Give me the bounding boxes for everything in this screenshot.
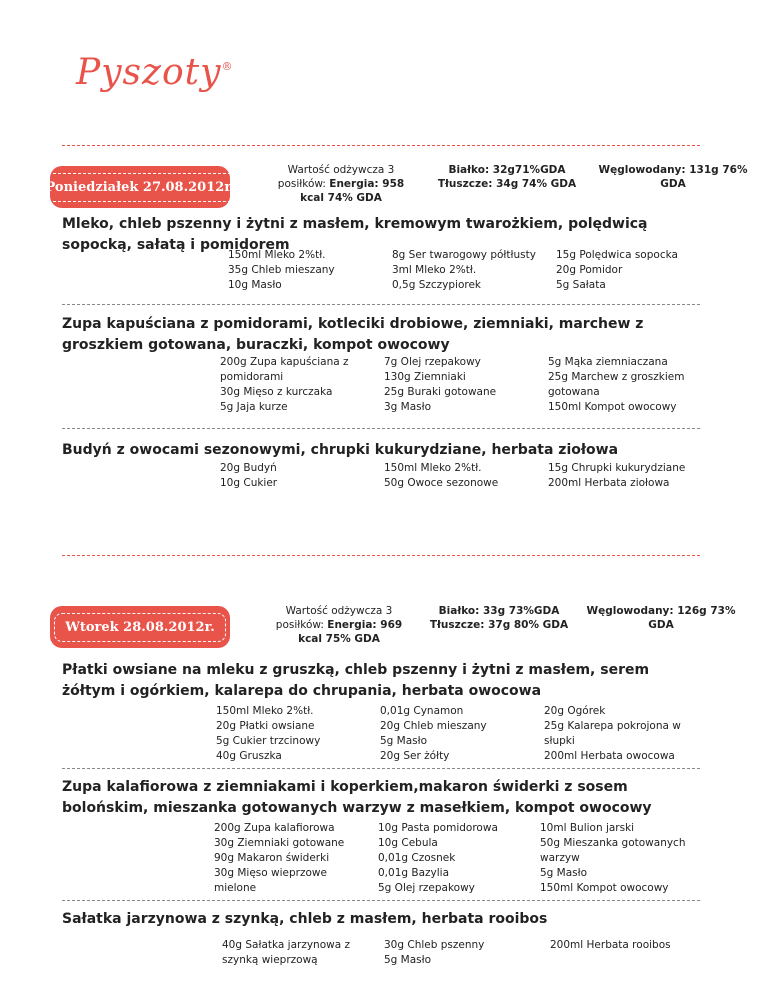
ingredient: 10g Masło bbox=[228, 279, 282, 291]
ingredient: 150ml Mleko 2%tł. bbox=[228, 249, 326, 261]
day-badge-label: Wtorek 28.08.2012r. bbox=[54, 613, 226, 642]
ingredient: 20g Pomidor bbox=[556, 264, 623, 276]
carbs-value: Węglowodany: 126g 73% GDA bbox=[586, 605, 736, 631]
ingredient: 30g Ziemniaki gotowane bbox=[214, 837, 345, 849]
ingredient: 15g Polędwica sopocka bbox=[556, 249, 678, 261]
registered-mark: ® bbox=[221, 60, 234, 73]
ingredients-col-2 bbox=[380, 704, 530, 764]
energy-value: Energia: 969 kcal 75% GDA bbox=[298, 619, 403, 645]
ingredient: 150ml Kompot owocowy bbox=[540, 882, 669, 894]
separator bbox=[62, 304, 700, 305]
ingredient: 20g Płatki owsiane bbox=[216, 720, 315, 732]
ingredients-col-3 bbox=[544, 704, 694, 764]
ingredient: 20g Chleb mieszany bbox=[380, 720, 487, 732]
ingredient: 5g Masło bbox=[540, 867, 588, 879]
ingredient: 10ml Bulion jarski bbox=[540, 822, 635, 834]
ingredient: 20g Ser żółty bbox=[380, 750, 450, 762]
nutrition-intro: Wartość odżywcza 3 posiłków: bbox=[277, 164, 395, 190]
nutrition-intro: Wartość odżywcza 3 posiłków: bbox=[275, 605, 393, 631]
separator bbox=[62, 428, 700, 429]
ingredient: 0,01g Czosnek bbox=[378, 852, 456, 864]
ingredient: 35g Chleb mieszany bbox=[228, 264, 335, 276]
fat-value: Tłuszcze: 37g 80% GDA bbox=[429, 619, 569, 631]
ingredient: 20g Ogórek bbox=[544, 705, 606, 717]
meal-title: Zupa kalafiorowa z ziemniakami i koperkiem,makaron świderki z sosem bolońskim, mieszanka gotowanych warzyw z masełkiem, kompot owocowy bbox=[62, 779, 652, 816]
ingredient: 0,5g Szczypiorek bbox=[392, 279, 482, 291]
separator bbox=[62, 900, 700, 901]
ingredient: 90g Makaron świderki bbox=[214, 852, 330, 864]
ingredient: 3ml Mleko 2%tł. bbox=[392, 264, 477, 276]
ingredient: 0,01g Bazylia bbox=[378, 867, 450, 879]
ingredients-col-3 bbox=[548, 355, 698, 415]
ingredient: 5g Olej rzepakowy bbox=[378, 882, 475, 894]
meal-title: Budyń z owocami sezonowymi, chrupki kukurydziane, herbata ziołowa bbox=[62, 442, 619, 458]
ingredient: 50g Mieszanka gotowanych warzyw bbox=[540, 837, 686, 864]
ingredient: 200ml Herbata rooibos bbox=[550, 939, 671, 951]
ingredients-col-2 bbox=[384, 461, 534, 491]
nutrition-summary bbox=[264, 604, 414, 646]
ingredient: 5g Jaja kurze bbox=[220, 401, 288, 413]
carbs-value: Węglowodany: 131g 76% GDA bbox=[598, 164, 748, 190]
ingredient: 150ml Mleko 2%tł. bbox=[216, 705, 314, 717]
ingredient: 150ml Kompot owocowy bbox=[548, 401, 677, 413]
ingredients-col-1 bbox=[220, 461, 370, 491]
ingredient: 40g Gruszka bbox=[216, 750, 282, 762]
ingredient: 30g Mięso z kurczaka bbox=[220, 386, 333, 398]
day-badge bbox=[45, 166, 235, 208]
separator bbox=[62, 555, 700, 556]
day-badge bbox=[50, 606, 230, 648]
ingredient: 150ml Mleko 2%tł. bbox=[384, 462, 482, 474]
ingredient: 5g Masło bbox=[380, 735, 428, 747]
ingredient: 15g Chrupki kukurydziane bbox=[548, 462, 686, 474]
meal-title: Zupa kapuściana z pomidorami, kotleciki drobiowe, ziemniaki, marchew z groszkiem gotowana, buraczki, kompot owocowy bbox=[62, 316, 644, 353]
ingredient: 200g Zupa kapuściana z pomidorami bbox=[220, 356, 349, 383]
ingredient: 40g Sałatka jarzynowa z szynką wieprzową bbox=[222, 939, 351, 966]
meal-title: Sałatka jarzynowa z szynką, chleb z masłem, herbata rooibos bbox=[62, 911, 548, 927]
ingredient: 50g Owoce sezonowe bbox=[384, 477, 499, 489]
ingredient: 3g Masło bbox=[384, 401, 432, 413]
ingredients-col-3 bbox=[556, 248, 706, 293]
ingredient: 130g Ziemniaki bbox=[384, 371, 466, 383]
ingredients-col-2 bbox=[378, 821, 528, 896]
logo bbox=[76, 52, 233, 93]
ingredient: 7g Olej rzepakowy bbox=[384, 356, 481, 368]
meal-title: Mleko, chleb pszenny i żytni z masłem, kremowym twarożkiem, polędwicą sopocką, sałatą i pomidorem bbox=[62, 216, 648, 253]
ingredient: 30g Mięso wieprzowe mielone bbox=[214, 867, 327, 894]
ingredient: 25g Kalarepa pokrojona w słupki bbox=[544, 720, 681, 747]
ingredients-col-1 bbox=[220, 355, 360, 415]
ingredient: 200g Zupa kalafiorowa bbox=[214, 822, 335, 834]
ingredients-col-2 bbox=[384, 938, 534, 968]
logo-text: Pyszoty bbox=[76, 52, 222, 93]
day-badge-label: Poniedziałek 27.08.2012r. bbox=[35, 173, 246, 202]
ingredient: 5g Cukier trzcinowy bbox=[216, 735, 321, 747]
ingredients-col-3 bbox=[548, 461, 698, 491]
protein-value: Białko: 33g 73%GDA bbox=[438, 605, 560, 617]
ingredient: 5g Mąka ziemniaczana bbox=[548, 356, 668, 368]
ingredients-col-1 bbox=[222, 938, 372, 968]
ingredients-col-2 bbox=[392, 248, 542, 293]
energy-value: Energia: 958 kcal 74% GDA bbox=[300, 178, 405, 204]
ingredients-col-1 bbox=[216, 704, 366, 764]
ingredient: 10g Pasta pomidorowa bbox=[378, 822, 498, 834]
ingredient: 25g Buraki gotowane bbox=[384, 386, 497, 398]
protein-fat bbox=[432, 163, 582, 191]
ingredient: 10g Cukier bbox=[220, 477, 278, 489]
fat-value: Tłuszcze: 34g 74% GDA bbox=[437, 178, 577, 190]
ingredient: 200ml Herbata owocowa bbox=[544, 750, 675, 762]
ingredients-col-2 bbox=[384, 355, 534, 415]
ingredients-col-3 bbox=[540, 821, 690, 896]
separator bbox=[62, 145, 700, 146]
separator bbox=[62, 768, 700, 769]
ingredient: 30g Chleb pszenny bbox=[384, 939, 485, 951]
ingredient: 5g Sałata bbox=[556, 279, 606, 291]
meal-title: Płatki owsiane na mleku z gruszką, chleb pszenny i żytni z masłem, serem żółtym i ogórkiem, kalarepa do chrupania, herbata owocowa bbox=[62, 662, 650, 699]
protein-fat bbox=[424, 604, 574, 632]
ingredient: 8g Ser twarogowy półtłusty bbox=[392, 249, 536, 261]
ingredient: 0,01g Cynamon bbox=[380, 705, 464, 717]
ingredient: 10g Cebula bbox=[378, 837, 438, 849]
ingredient: 20g Budyń bbox=[220, 462, 277, 474]
protein-value: Białko: 32g71%GDA bbox=[448, 164, 566, 176]
nutrition-summary bbox=[266, 163, 416, 205]
ingredient: 200ml Herbata ziołowa bbox=[548, 477, 670, 489]
ingredients-col-1 bbox=[228, 248, 378, 293]
ingredient: 5g Masło bbox=[384, 954, 432, 966]
ingredient: 25g Marchew z groszkiem gotowana bbox=[548, 371, 685, 398]
ingredients-col-3 bbox=[550, 938, 700, 953]
ingredients-col-1 bbox=[214, 821, 364, 896]
